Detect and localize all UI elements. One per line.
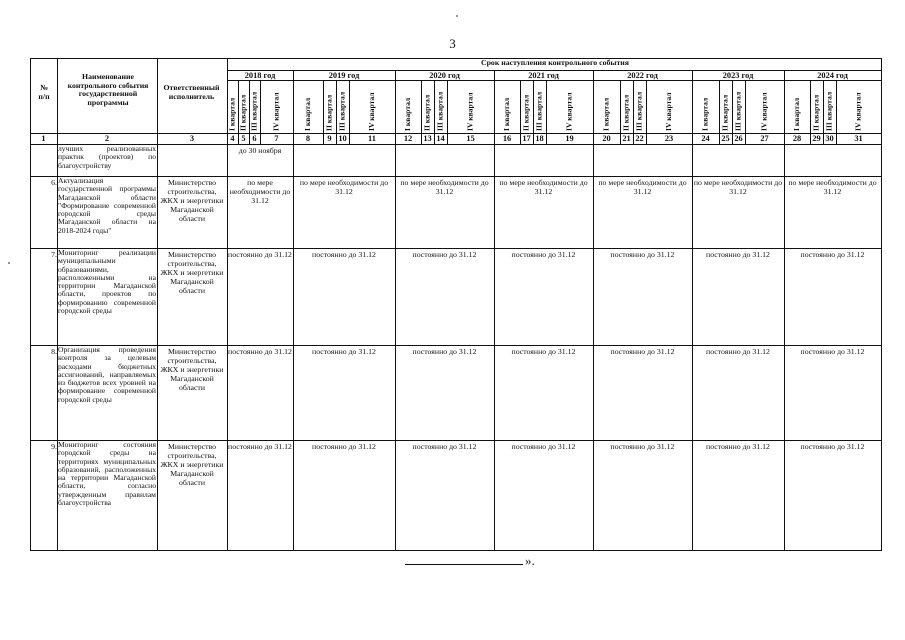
event-name: Актуализация государственной программы Магаданской области "Формирование современной городской среды Магаданской области на 2018-2024 годы" (58, 176, 156, 235)
quarter-label: II квартал (422, 94, 432, 131)
deadline-cell: постоянно до 31.12 (511, 347, 576, 356)
header-deadline: Срок наступления контрольного события (480, 58, 630, 67)
deadline-cell: постоянно до 31.12 (228, 347, 292, 356)
quarter-label: IV квартал (564, 92, 574, 131)
quarter-label: II квартал (621, 94, 631, 131)
quarter-label: II квартал (238, 94, 248, 131)
quarter-label: IV квартал (759, 92, 769, 131)
quarter-label: I квартал (601, 97, 611, 131)
column-number: 1 (41, 134, 46, 143)
quarter-label: III квартал (249, 91, 259, 131)
column-number: 18 (535, 134, 544, 143)
column-number: 25 (721, 134, 730, 143)
column-number: 30 (825, 134, 834, 143)
deadline-cell: постоянно до 31.12 (610, 347, 675, 356)
quarter-label: II квартал (720, 94, 730, 131)
header-num: № п/п (38, 83, 50, 101)
quarter-label: III квартал (824, 91, 834, 131)
deadline-cell: постоянно до 31.12 (228, 250, 292, 259)
deadline-cell: постоянно до 31.12 (800, 250, 865, 259)
deadline-cell: по мере необходимости до 31.12 (229, 178, 291, 205)
deadline-cell: постоянно до 31.12 (800, 442, 865, 451)
quarter-label: I квартал (792, 97, 801, 131)
deadline-cell: постоянно до 31.12 (312, 442, 376, 451)
quarter-label: IV квартал (853, 92, 863, 131)
deadline-cell: постоянно до 31.12 (228, 442, 292, 451)
column-number: 15 (466, 134, 475, 143)
column-number: 4 (230, 134, 235, 143)
quarter-label: I квартал (303, 97, 312, 131)
quarter-label: III квартал (337, 91, 347, 131)
quarter-label: III квартал (634, 91, 644, 131)
column-number: 28 (792, 134, 802, 143)
column-number: 24 (701, 134, 710, 143)
quarter-label: II квартал (521, 94, 531, 131)
header-name: Наименование контрольного события государственной программы (67, 72, 149, 107)
deadline-cell: постоянно до 31.12 (312, 347, 376, 356)
year-label: 2020 год (429, 70, 460, 80)
year-label: 2024 год (817, 70, 848, 80)
year-label: 2023 год (722, 70, 754, 80)
deadline-cell: по мере необходимости до 31.12 (400, 178, 489, 196)
deadline-cell: по мере необходимости до 31.12 (499, 178, 588, 196)
deadline-cell: постоянно до 31.12 (511, 442, 576, 451)
quarter-label: I квартал (502, 97, 511, 131)
deadline-cell: постоянно до 31.12 (312, 250, 376, 259)
quarter-label: III квартал (534, 91, 544, 131)
deadline-cell: по мере необходимости до 31.12 (693, 178, 783, 196)
year-label: 2022 год (627, 70, 658, 80)
quarter-label: IV квартал (367, 92, 376, 131)
column-number: 17 (522, 134, 531, 143)
scan-speck (456, 15, 458, 17)
row-number: 6. (51, 178, 57, 187)
column-number: 11 (368, 134, 376, 143)
quarter-label: II квартал (324, 94, 334, 131)
year-label: 2018 год (244, 70, 276, 80)
column-number: 31 (854, 134, 863, 143)
deadline-cell: постоянно до 31.12 (412, 250, 477, 259)
deadline-cell: по мере необходимости до 31.12 (299, 178, 389, 196)
column-number: 16 (502, 134, 512, 143)
quarter-label: III квартал (733, 91, 743, 131)
column-divider (227, 58, 228, 550)
quarter-label: I квартал (700, 97, 710, 131)
event-name: Организация проведения контроля за целевым расходами бюджетных ассигнований, направляемых из бюджетов всех уровней на формирование современной городской среды (58, 345, 156, 404)
scan-speck (8, 262, 10, 264)
column-number: 14 (436, 134, 445, 143)
year-label: 2019 год (328, 70, 360, 80)
column-number: 13 (423, 134, 432, 143)
deadline-cell: по мере необходимости до 31.12 (788, 178, 877, 196)
deadline-cell: постоянно до 31.12 (610, 442, 675, 451)
column-number: 29 (812, 134, 821, 143)
column-number: 9 (327, 134, 332, 143)
year-label: 2021 год (528, 70, 559, 80)
deadline-cell: по мере необходимости до 31.12 (598, 178, 687, 196)
column-number: 26 (734, 134, 743, 143)
event-name: Мониторинг реализации муниципальными образованиями, расположенными на территории Магаданской области, проектов по формированию современной городской среды (58, 248, 156, 316)
quarter-label: I квартал (403, 97, 412, 131)
row-number: 9. (51, 442, 57, 451)
column-number: 12 (403, 134, 413, 143)
event-name: Мониторинг состояния городской среды на территориях муниципальных образований, расположенных на территории Магаданской области, согласно утвержденным правилам благоустройства (58, 440, 156, 508)
column-number: 27 (760, 134, 769, 143)
column-number: 2 (104, 134, 110, 143)
deadline-cell: постоянно до 31.12 (706, 347, 770, 356)
column-number: 6 (252, 134, 257, 143)
deadline-cell: постоянно до 31.12 (412, 442, 477, 451)
deadline-cell: постоянно до 31.12 (412, 347, 477, 356)
column-number: 21 (622, 134, 631, 143)
event-name: лучших реализованных практик (проектов) по благоустройству (58, 144, 156, 170)
signature-line (405, 564, 523, 565)
column-number: 22 (635, 134, 644, 143)
quarter-label: I квартал (227, 97, 237, 131)
column-number: 10 (338, 134, 347, 143)
responsible-executor: Министерство строительства, ЖКХ и энергетики Магаданской области (160, 442, 224, 487)
page-number: 3 (449, 36, 456, 51)
quarter-label: IV квартал (664, 92, 673, 131)
column-number: 3 (189, 134, 195, 143)
responsible-executor: Министерство строительства, ЖКХ и энергетики Магаданской области (160, 250, 224, 295)
deadline-cell: постоянно до 31.12 (511, 250, 576, 259)
responsible-executor: Министерство строительства, ЖКХ и энергетики Магаданской области (160, 178, 224, 223)
deadline-cell: постоянно до 31.12 (706, 442, 770, 451)
row-number: 8. (51, 347, 57, 356)
quarter-label: II квартал (811, 94, 821, 131)
deadline-cell: постоянно до 31.12 (610, 250, 675, 259)
column-number: 7 (274, 134, 279, 143)
quarter-label: IV квартал (465, 92, 475, 131)
column-number: 20 (602, 134, 611, 143)
quarter-label: IV квартал (271, 92, 281, 131)
closing-mark: ». (525, 553, 535, 568)
column-number: 23 (664, 134, 674, 143)
quarter-label: III квартал (435, 91, 445, 131)
row-number: 7. (51, 250, 57, 259)
column-number: 8 (305, 134, 311, 143)
column-number: 19 (565, 134, 574, 143)
header-responsible: Ответственный исполнитель (163, 83, 220, 101)
deadline-cell: постоянно до 31.12 (800, 347, 865, 356)
responsible-executor: Министерство строительства, ЖКХ и энергетики Магаданской области (160, 347, 224, 392)
column-number: 5 (241, 134, 246, 143)
deadline-cell: постоянно до 31.12 (706, 250, 770, 259)
quarter-row-rule (227, 80, 881, 81)
deadline-cell: до 30 ноября (238, 146, 282, 155)
